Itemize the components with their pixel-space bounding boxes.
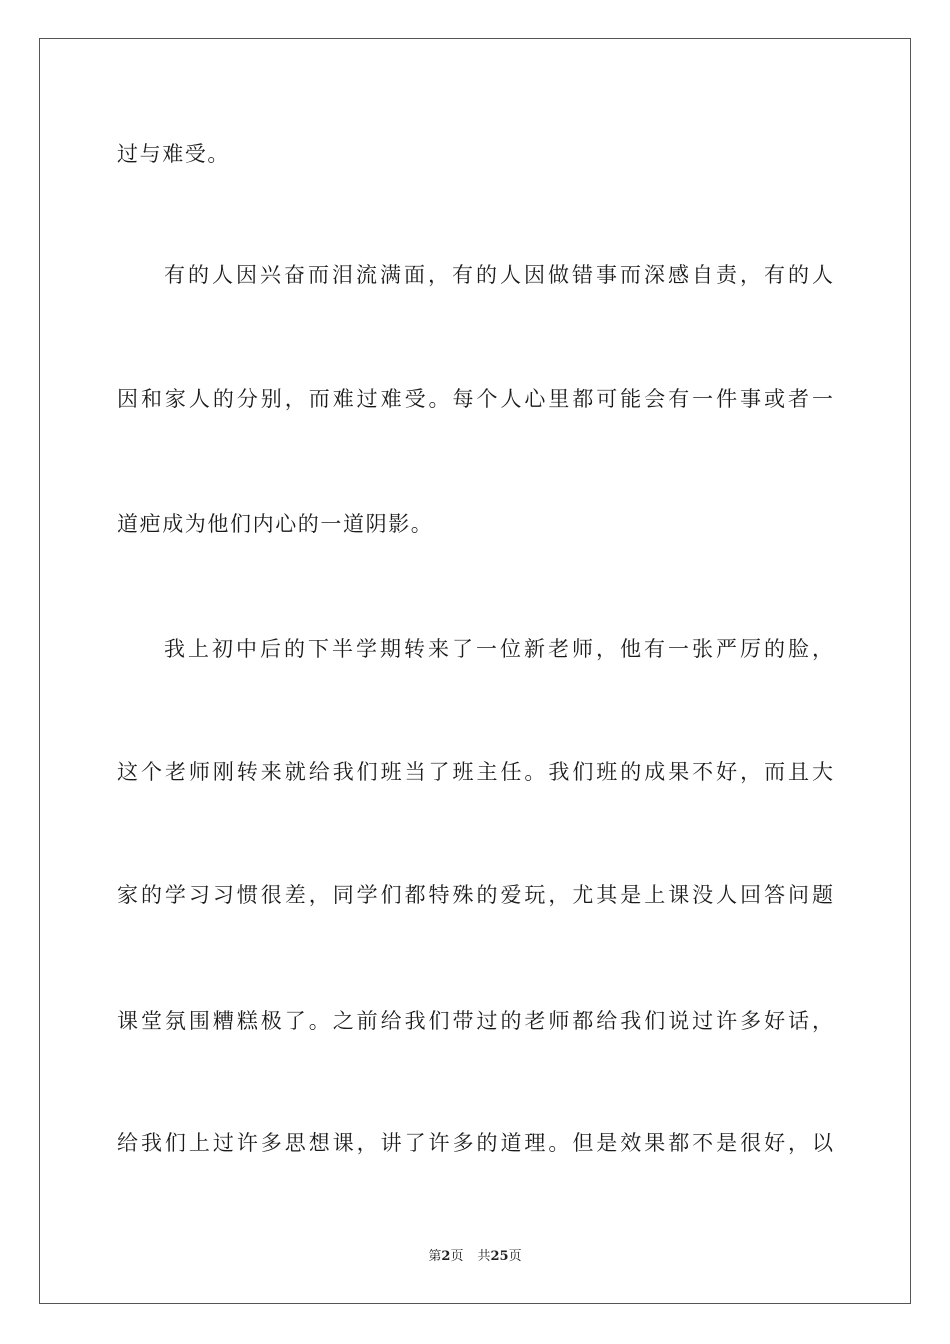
text-line-6: 这个老师刚转来就给我们班当了班主任。我们班的成果不好，而且大 xyxy=(117,760,833,784)
page-footer xyxy=(0,1248,950,1266)
page-border xyxy=(39,38,911,1304)
page-prefix: 第 xyxy=(428,1249,442,1264)
total-pages: 25 xyxy=(490,1249,509,1264)
text-line-3: 因和家人的分别，而难过难受。每个人心里都可能会有一件事或者一 xyxy=(117,387,833,411)
total-prefix: 共 xyxy=(477,1249,491,1264)
page-suffix: 页 xyxy=(450,1249,464,1264)
page-number: 2 xyxy=(441,1249,451,1264)
text-line-5: 我上初中后的下半学期转来了一位新老师，他有一张严厉的脸， xyxy=(164,637,833,661)
text-line-9: 给我们上过许多思想课，讲了许多的道理。但是效果都不是很好，以 xyxy=(117,1131,833,1155)
text-line-2: 有的人因兴奋而泪流满面，有的人因做错事而深感自责，有的人 xyxy=(164,263,833,287)
total-suffix: 页 xyxy=(508,1249,522,1264)
text-line-8: 课堂氛围糟糕极了。之前给我们带过的老师都给我们说过许多好话， xyxy=(117,1009,833,1033)
text-line-4: 道疤成为他们内心的一道阴影。 xyxy=(117,512,434,536)
text-line-7: 家的学习习惯很差，同学们都特殊的爱玩，尤其是上课没人回答问题 xyxy=(117,883,833,907)
text-line-1: 过与难受。 xyxy=(117,142,230,166)
